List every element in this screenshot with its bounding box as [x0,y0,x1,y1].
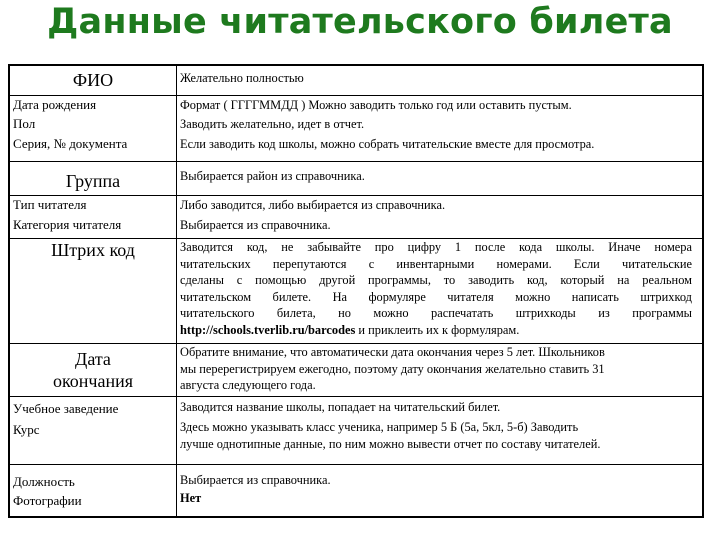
row-divider [10,396,702,397]
label-end-date-line: окончания [52,371,134,391]
label-barcode: Штрих код [51,240,135,260]
note-course [180,419,692,452]
note-line-tail: и приклеить их к формулярам. [355,322,520,337]
note-line: августа следующего года. [180,378,316,393]
column-divider [176,66,177,516]
note-document: Если заводить код школы, можно собрать читательские вместе для просмотра. [180,137,595,151]
label-position: Должность [13,474,75,489]
note-position: Выбирается из справочника. [180,473,331,487]
page-title: Данные читательского билета [47,2,673,42]
note-reader-category: Выбирается из справочника. [180,218,331,232]
barcodes-link[interactable]: http://schools.tverlib.ru/barcodes [180,322,356,337]
note-line: читательских перепутаются с инвентарными номерами. Если читательские [180,256,692,271]
note-line: читательского билета, но можно распечатать штрихкоды из программы [180,306,692,321]
note-line: Заводится код, не забывайте про цифру 1 после кода школы. Иначе номера [180,240,692,254]
note-line: сделаны с помощью другой программы, то заводить код, который на реальном [180,273,692,288]
note-line: Обратите внимание, что автоматически дата окончания через 5 лет. Школьников [180,345,605,359]
note-line: мы перерегистрируем ежегодно, поэтому дату окончания желательно ставить 31 [180,361,605,376]
note-line: Здесь можно указывать класс ученика, например 5 Б (5а, 5кл, 5-б) Заводить [180,420,579,434]
label-group: Группа [65,171,121,191]
label-end-date [13,348,173,392]
note-group: Выбирается район из справочника. [180,169,365,183]
row-divider [10,195,702,196]
note-sex: Заводить желательно, идет в отчет. [180,117,365,131]
note-line: лучше однотипные данные, по ним можно вывести отчет по составу читателей. [180,436,601,451]
row-divider [10,464,702,465]
note-end-date [180,344,692,394]
note-birth-date: Формат ( ГГГГММДД ) Можно заводить только год или оставить пустым. [180,98,572,112]
label-course: Курс [13,422,40,437]
label-sex: Пол [13,116,36,131]
label-fio: ФИО [72,70,114,90]
note-photos: Нет [180,491,202,505]
label-document: Серия, № документа [13,136,128,151]
label-photos: Фотографии [13,493,82,508]
note-reader-type: Либо заводится, либо выбирается из справочника. [180,198,446,212]
label-reader-category: Категория читателя [13,217,122,232]
row-divider [10,95,702,96]
label-reader-type: Тип читателя [13,197,87,212]
note-fio: Желательно полностью [180,71,304,85]
row-divider [10,161,702,162]
note-barcode [180,239,692,339]
label-birth-date: Дата рождения [13,97,97,112]
note-line: читательском билете. На формуляре читателя можно написать штрихкод [180,289,692,304]
reader-card-table [8,64,704,518]
label-end-date-line: Дата [75,349,111,369]
label-school: Учебное заведение [13,401,119,416]
note-school: Заводится название школы, попадает на читательский билет. [180,400,501,414]
